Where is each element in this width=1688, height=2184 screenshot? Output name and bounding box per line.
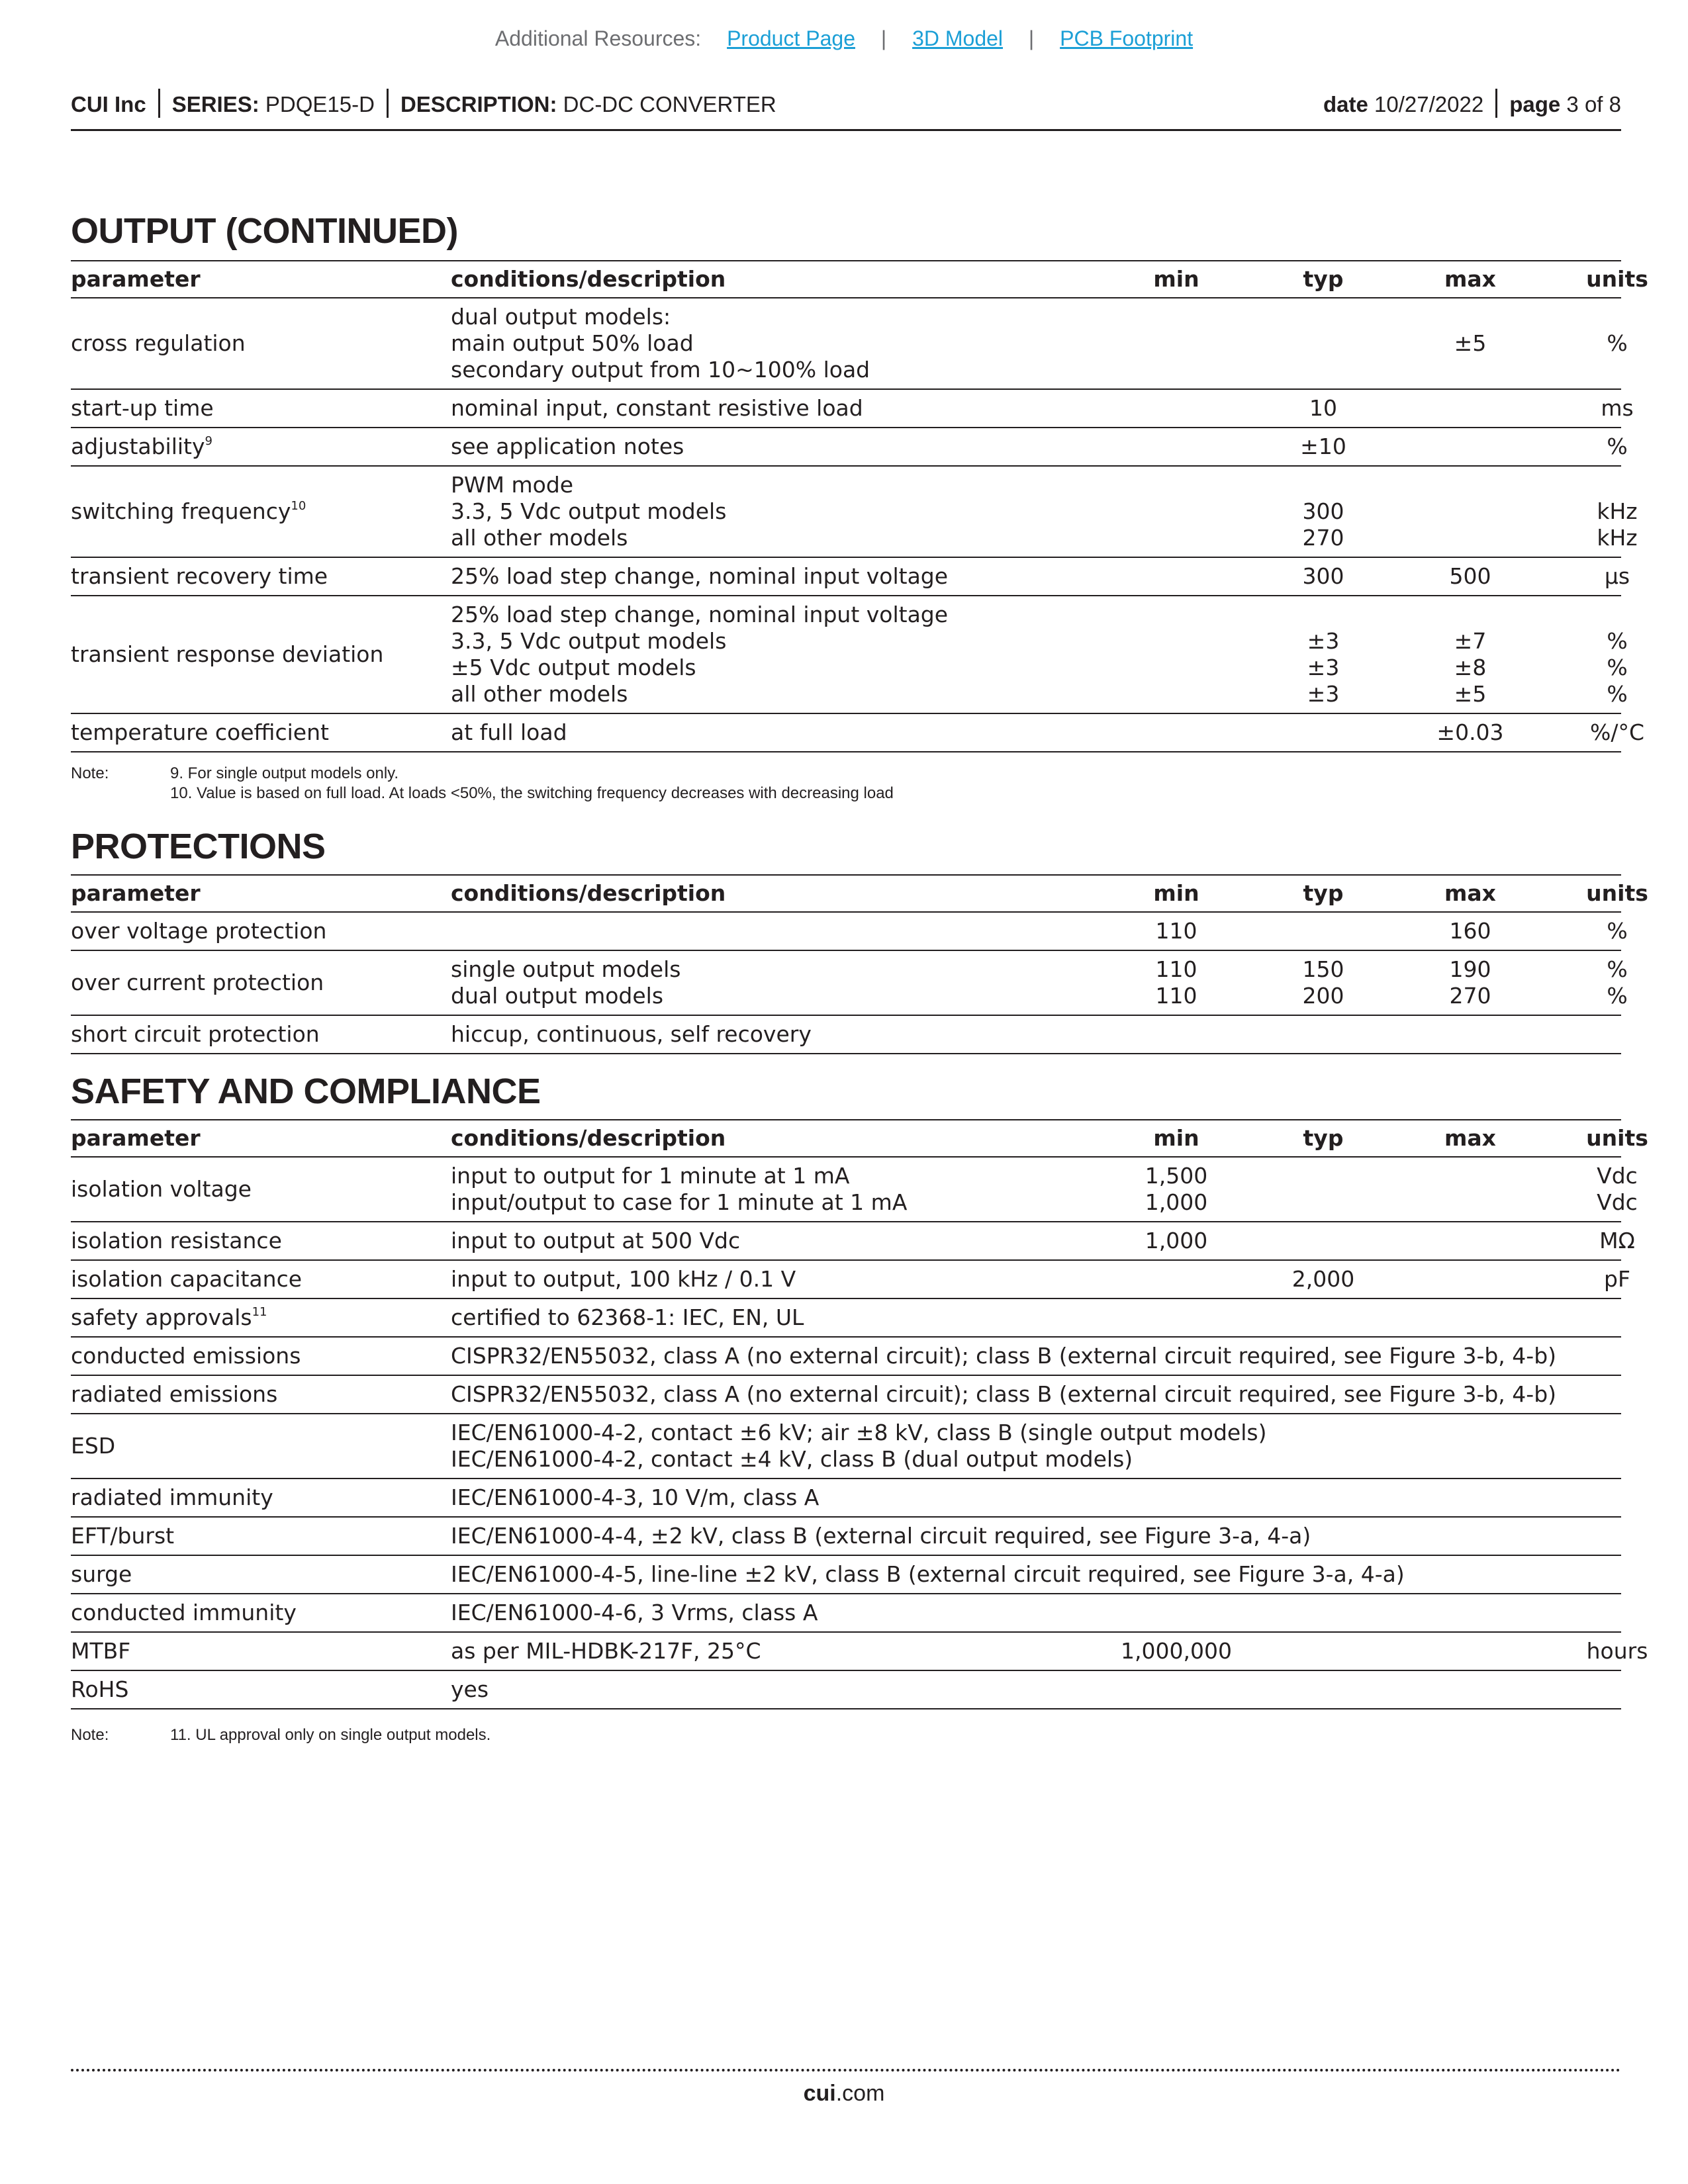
condition-line: input to output, 100 kHz / 0.1 V [451,1266,796,1292]
typ-value: 300 [1302,563,1344,589]
units-value: ms [1601,395,1634,421]
output-section-title: OUTPUT (CONTINUED) [71,211,458,251]
units-value: % [1607,918,1628,944]
max-cell [1397,951,1543,1015]
parameter-name [71,1600,442,1626]
table-row [71,298,1628,390]
resources-label: Additional Resources: [494,26,702,50]
condition-line: IEC/EN61000-4-3, 10 V/m, class A [451,1484,820,1510]
spacer-line [1397,602,1543,628]
column-header-conditions: conditions/description [451,880,726,906]
3d-model-link[interactable]: 3D Model [912,26,1004,50]
column-header-units: units [1586,1125,1648,1151]
column-header-min: min [1153,1125,1199,1151]
parameter-name [71,1021,442,1048]
max-cell [1397,596,1543,713]
pcb-footprint-link[interactable]: PCB Footprint [1060,26,1194,50]
column-header-typ: typ [1303,266,1344,292]
parameter-name [71,1638,442,1664]
condition-line: input to output at 500 Vdc [451,1228,741,1253]
column-header-typ: typ [1303,1125,1344,1151]
spacer-line [1250,472,1396,498]
condition-line: ±5 Vdc output models [451,655,696,680]
typ-value: 150 [1302,956,1344,982]
typ-cell [1250,1261,1396,1298]
table-row [71,1222,1635,1261]
table-row [71,390,1634,428]
table-header-row [71,1119,1648,1158]
column-header-conditions: conditions/description [451,1125,726,1151]
condition-line: main output 50% load [451,330,694,356]
units-value: % [1607,681,1628,707]
table-row [71,714,1645,752]
units-value: % [1607,956,1628,982]
table-row [71,1479,1621,1518]
header-divider [387,89,389,118]
typ-cell [1250,558,1396,595]
parameter-cell [71,1261,442,1298]
min-cell [1103,1222,1249,1259]
units-value: kHz [1597,498,1638,524]
parameter-text: ESD [71,1433,116,1459]
document-header [71,87,1621,131]
column-header-typ: typ [1303,880,1344,906]
conditions-cell [451,1556,1621,1593]
parameter-name [71,1561,442,1588]
parameter-text: start-up time [71,395,214,421]
conditions-cell [451,1414,1621,1478]
min-value: 1,500 [1145,1163,1208,1189]
typ-value: 10 [1309,395,1337,421]
parameter-text: temperature coefficient [71,719,329,745]
units-value: % [1607,433,1628,459]
min-wide-value: 1,000,000 [1121,1638,1232,1664]
parameter-cell [71,1518,442,1555]
parameter-text: over voltage protection [71,918,327,944]
table-row [71,1633,1648,1671]
conditions-cell [451,1158,1113,1221]
conditions-cell [451,1261,1113,1298]
parameter-name [71,918,442,944]
condition-line: certified to 62368-1: IEC, EN, UL [451,1304,804,1330]
parameter-text: safety approvals [71,1304,252,1330]
footnote-ref: 10 [291,499,306,513]
condition-line: IEC/EN61000-4-2, contact ±4 kV, class B (dual output models) [451,1446,1133,1472]
units-value: % [1607,983,1628,1009]
page-value: 3 of 8 [1566,92,1621,116]
output-table [71,260,1648,752]
parameter-text: over current protection [71,970,324,995]
parameter-cell [71,1556,442,1593]
safety-section-title: SAFETY AND COMPLIANCE [71,1071,541,1111]
table-row [71,1261,1630,1299]
parameter-text: radiated immunity [71,1484,273,1510]
parameter-text: isolation capacitance [71,1266,303,1292]
column-header-max: max [1444,266,1496,292]
parameter-cell [71,951,442,1015]
spacer-line [1544,472,1688,498]
condition-line: all other models [451,681,628,707]
company-name: CUI Inc [71,92,146,116]
min-value: 1,000 [1145,1189,1208,1215]
table-row [71,913,1628,951]
product-page-link[interactable]: Product Page [727,26,855,50]
typ-cell [1250,596,1396,713]
typ-cell [1250,390,1396,427]
units-cell [1544,467,1688,557]
conditions-cell [451,1338,1621,1375]
condition-line: IEC/EN61000-4-2, contact ±6 kV; air ±8 kV, class B (single output models) [451,1420,1267,1445]
max-cell [1397,913,1543,950]
parameter-text: switching frequency [71,498,291,524]
typ-value: 270 [1302,525,1344,551]
max-value: 270 [1449,983,1491,1009]
typ-value: ±10 [1300,433,1346,459]
condition-line: as per MIL-HDBK-217F, 25°C [451,1638,761,1664]
resources-separator: | [880,26,887,50]
condition-line: 3.3, 5 Vdc output models [451,628,727,654]
safety-table [71,1119,1648,1709]
table-header-row [71,874,1648,913]
typ-value: ±3 [1307,655,1340,680]
spacer-line [1250,602,1396,628]
condition-line: 3.3, 5 Vdc output models [451,498,727,524]
protections-section-title: PROTECTIONS [71,827,326,866]
parameter-name [71,1676,442,1703]
conditions-cell [451,1479,1621,1516]
typ-value: 300 [1302,498,1344,524]
condition-line: see application notes [451,433,684,459]
parameter-cell [71,1671,442,1708]
column-header-parameter: parameter [71,880,201,906]
units-value: %/°C [1589,719,1645,745]
date-label: date [1323,92,1368,116]
parameter-cell [71,1479,442,1516]
units-value: kHz [1597,525,1638,551]
column-header-max: max [1444,880,1496,906]
date-value: 10/27/2022 [1374,92,1484,116]
parameter-name [71,1304,442,1331]
conditions-cell [451,1518,1621,1555]
parameter-cell [71,390,442,427]
table-row [71,596,1628,714]
parameter-name [71,433,442,460]
parameter-cell [71,1633,442,1670]
min-value: 110 [1155,918,1197,944]
typ-cell [1250,951,1396,1015]
parameter-cell [71,1338,442,1375]
conditions-cell [451,951,1113,1015]
units-cell [1544,951,1688,1015]
units-cell [1544,390,1688,427]
units-cell [1544,1158,1688,1221]
conditions-cell [451,714,1113,751]
table-row [71,1671,1621,1709]
column-header-min: min [1153,880,1199,906]
max-value: ±7 [1454,628,1487,654]
additional-resources [0,26,1688,51]
table-row [71,951,1628,1016]
conditions-cell [451,390,1113,427]
parameter-name [71,395,442,422]
description-value: DC-DC CONVERTER [563,92,776,116]
parameter-cell [71,1222,442,1259]
table-row [71,1158,1638,1222]
parameter-cell [71,1414,442,1478]
parameter-name [71,719,442,746]
condition-line: CISPR32/EN55032, class A (no external circuit); class B (external circuit required, see Figure 3-b, 4-b) [451,1343,1557,1369]
min-cell [1103,1158,1249,1221]
column-header-min: min [1153,266,1199,292]
max-value: 190 [1449,956,1491,982]
note-label: Note: [71,1726,109,1744]
conditions-cell [451,1222,1113,1259]
page-label: page [1509,92,1561,116]
min-value: 110 [1155,956,1197,982]
parameter-name [71,970,442,996]
parameter-text: EFT/burst [71,1523,175,1549]
protections-table [71,874,1648,1054]
typ-cell [1250,428,1396,465]
parameter-cell [71,596,442,713]
table-row [71,1299,1621,1338]
units-cell [1544,558,1688,595]
condition-line: IEC/EN61000-4-4, ±2 kV, class B (external circuit required, see Figure 3-a, 4-a) [451,1523,1311,1549]
condition-line: dual output models: [451,304,671,330]
typ-value: 200 [1302,983,1344,1009]
max-value: ±8 [1454,655,1487,680]
parameter-cell [71,913,442,950]
condition-line: all other models [451,525,628,551]
parameter-cell [71,1594,442,1631]
max-cell [1397,558,1543,595]
condition-line: IEC/EN61000-4-6, 3 Vrms, class A [451,1600,818,1625]
condition-line: IEC/EN61000-4-5, line-line ±2 kV, class B (external circuit required, see Figure 3-a, 4-a) [451,1561,1405,1587]
parameter-cell [71,714,442,751]
parameter-name [71,563,442,590]
max-cell [1397,714,1543,751]
parameter-name [71,1176,442,1203]
condition-line: at full load [451,719,567,745]
footer-domain: .com [835,2081,885,2106]
parameter-name [71,1433,442,1459]
parameter-cell [71,1016,442,1053]
conditions-cell [451,1633,1113,1670]
parameter-text: RoHS [71,1676,129,1702]
min-cell [1103,913,1249,950]
units-value: μs [1604,563,1630,589]
max-value: ±5 [1454,681,1487,707]
units-cell [1544,1222,1688,1259]
footnote-ref: 9 [205,434,212,448]
condition-line: nominal input, constant resistive load [451,395,863,421]
typ-value: 2,000 [1291,1266,1355,1292]
conditions-cell [451,298,1113,388]
condition-line: single output models [451,956,681,982]
column-header-parameter: parameter [71,1125,201,1151]
conditions-cell [451,1376,1621,1413]
series-label: SERIES: [171,92,259,116]
parameter-text: transient response deviation [71,641,384,667]
min-value: 110 [1155,983,1197,1009]
typ-value: ±3 [1307,681,1340,707]
column-header-conditions: conditions/description [451,266,726,292]
condition-line: 25% load step change, nominal input voltage [451,563,949,589]
parameter-text: conducted immunity [71,1600,297,1625]
parameter-cell [71,1376,442,1413]
conditions-cell [451,1594,1621,1631]
parameter-text: radiated emissions [71,1381,278,1407]
condition-line: PWM mode [451,472,574,498]
conditions-cell [451,1299,1113,1336]
parameter-name [71,1381,442,1408]
description-label: DESCRIPTION: [400,92,557,116]
conditions-cell [451,467,1113,557]
note-line: 11. UL approval only on single output models. [170,1726,491,1744]
note-label: Note: [71,764,109,782]
parameter-text: isolation resistance [71,1228,282,1253]
units-value: Vdc [1597,1163,1638,1189]
parameter-text: isolation voltage [71,1176,252,1202]
footer-brand: cui [803,2081,836,2106]
parameter-text: MTBF [71,1638,131,1664]
max-value: 500 [1449,563,1491,589]
units-cell [1544,428,1688,465]
note-line: 10. Value is based on full load. At loads <50%, the switching frequency decreases with decreasing load [170,784,894,802]
parameter-cell [71,298,442,388]
table-row [71,428,1628,467]
table-row [71,1594,1621,1633]
condition-line: yes [451,1676,489,1702]
typ-value: ±3 [1307,628,1340,654]
parameter-text: transient recovery time [71,563,328,589]
table-row [71,1376,1621,1414]
note-line: 9. For single output models only. [170,764,399,782]
min-wide-cell [1070,1633,1282,1670]
condition-line: input to output for 1 minute at 1 mA [451,1163,850,1189]
units-cell [1544,298,1688,388]
parameter-name [71,1228,442,1254]
spacer-line [1544,602,1688,628]
parameter-cell [71,428,442,465]
parameter-text: conducted emissions [71,1343,301,1369]
table-row [71,1518,1621,1556]
units-value: % [1607,628,1628,654]
conditions-cell [451,428,1113,465]
max-value: 160 [1449,918,1491,944]
parameter-cell [71,1299,442,1336]
parameter-name [71,498,442,525]
table-header-row [71,260,1648,298]
parameter-name [71,1343,442,1369]
parameter-name [71,330,442,357]
units-value: % [1607,655,1628,680]
max-value: ±0.03 [1436,719,1504,745]
units-value: MΩ [1599,1228,1635,1253]
column-header-units: units [1586,880,1648,906]
condition-line: dual output models [451,983,664,1009]
units-value: % [1607,330,1628,356]
units-cell [1544,714,1688,751]
footer-divider [71,2069,1621,2071]
header-divider [1495,89,1497,118]
conditions-cell [451,1016,1113,1053]
footnote-ref: 11 [252,1305,267,1319]
parameter-text: short circuit protection [71,1021,320,1047]
column-header-units: units [1586,266,1648,292]
units-value: hours [1586,1638,1648,1664]
table-row [71,1338,1621,1376]
table-row [71,558,1630,596]
condition-line: input/output to case for 1 minute at 1 mA [451,1189,908,1215]
table-row [71,1556,1621,1594]
parameter-text: adjustability [71,433,205,459]
units-value: Vdc [1597,1189,1638,1215]
header-divider [158,89,160,118]
max-cell [1397,298,1543,388]
units-value: pF [1604,1266,1630,1292]
resources-separator: | [1028,26,1035,50]
safety-notes [71,1725,491,1745]
output-notes [71,764,894,803]
typ-cell [1250,467,1396,557]
parameter-cell [71,1158,442,1221]
max-value: ±5 [1454,330,1487,356]
conditions-cell [451,596,1113,713]
condition-line: CISPR32/EN55032, class A (no external circuit); class B (external circuit required, see Figure 3-b, 4-b) [451,1381,1557,1407]
parameter-cell [71,558,442,595]
min-cell [1103,951,1249,1015]
condition-line: hiccup, continuous, self recovery [451,1021,812,1047]
column-header-parameter: parameter [71,266,201,292]
parameter-name [71,1523,442,1549]
condition-line: secondary output from 10~100% load [451,357,870,383]
table-row [71,1016,1621,1054]
parameter-text: cross regulation [71,330,246,356]
parameter-name [71,1266,442,1293]
series-value: PDQE15-D [265,92,375,116]
table-row [71,467,1638,558]
min-value: 1,000 [1145,1228,1208,1253]
conditions-cell [451,913,1113,950]
parameter-name [71,1484,442,1511]
footer-website[interactable] [0,2081,1688,2107]
conditions-cell [451,558,1113,595]
parameter-cell [71,467,442,557]
table-row [71,1414,1621,1479]
units-cell [1544,1261,1688,1298]
condition-line: 25% load step change, nominal input voltage [451,602,949,627]
conditions-cell [451,1671,1113,1708]
parameter-name [71,641,442,668]
units-cell [1544,913,1688,950]
units-cell [1544,596,1688,713]
units-cell [1544,1633,1688,1670]
column-header-max: max [1444,1125,1496,1151]
parameter-text: surge [71,1561,132,1587]
